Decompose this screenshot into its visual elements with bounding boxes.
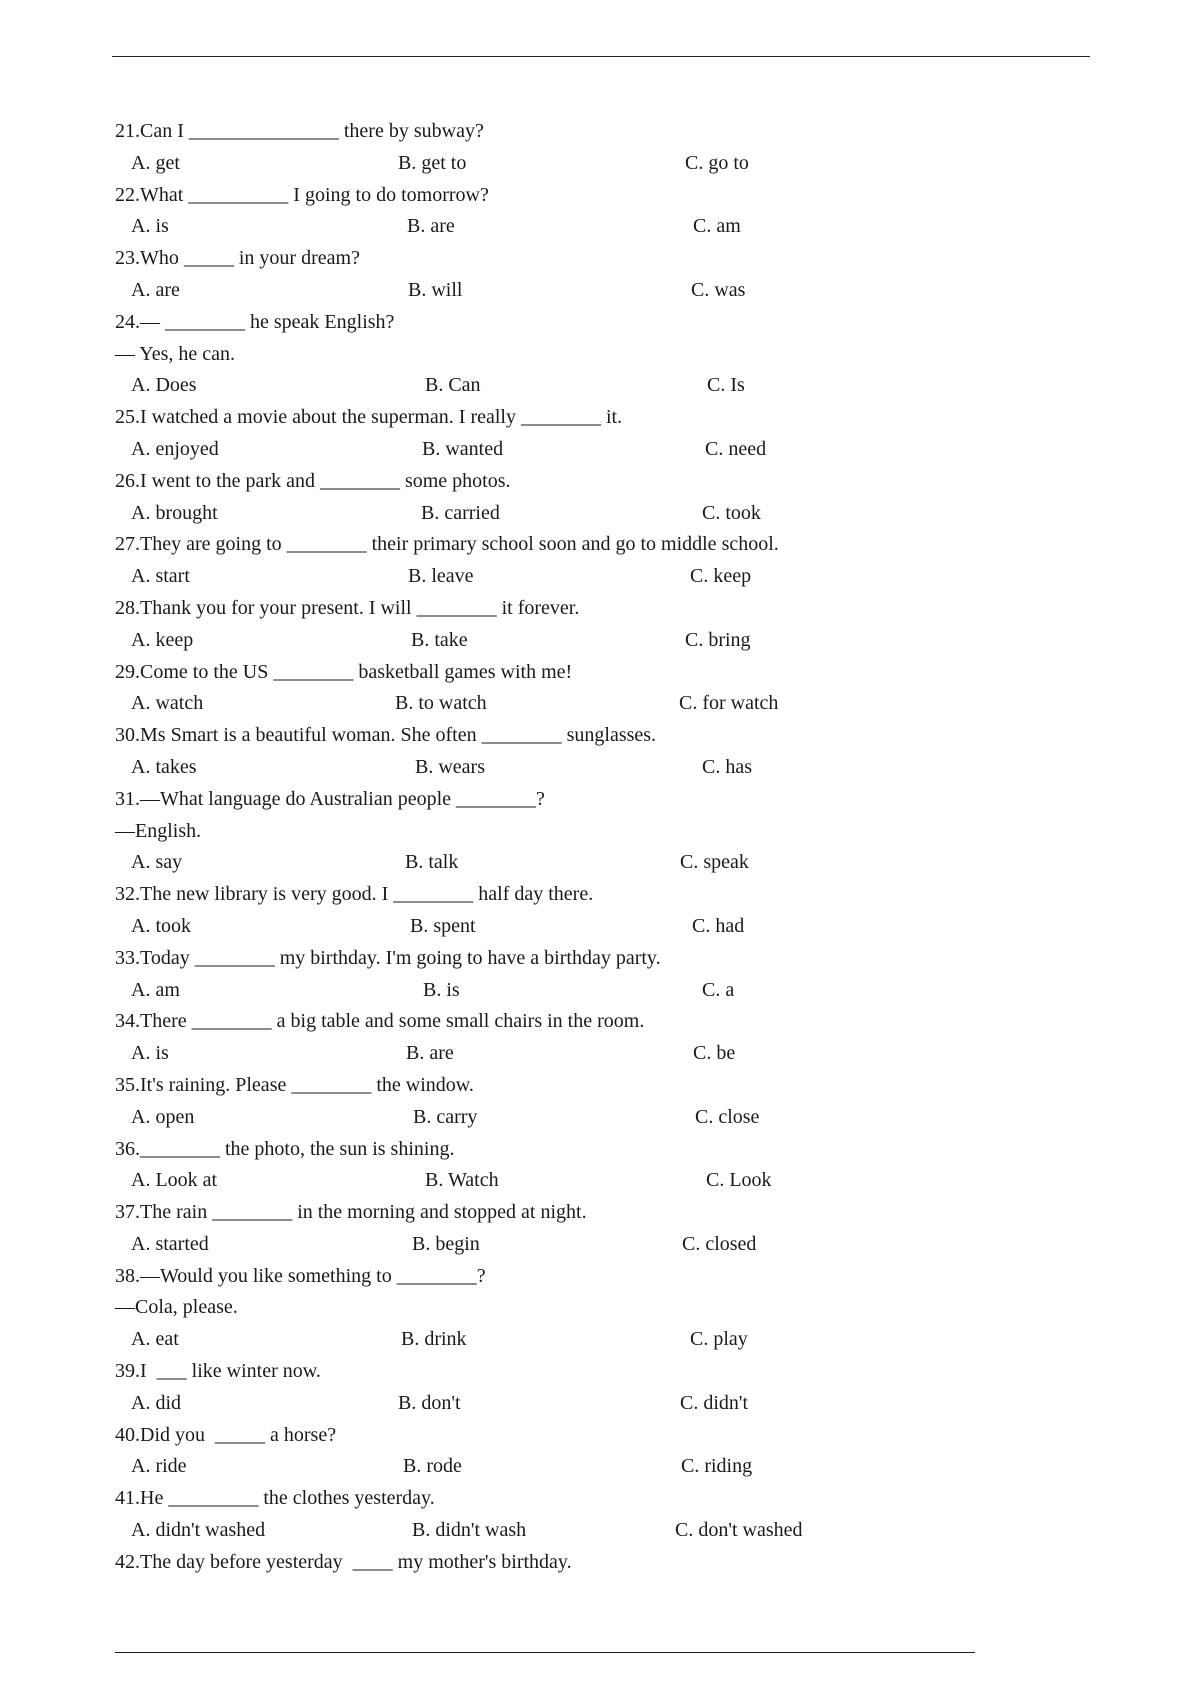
options-26 — [115, 498, 1075, 530]
option-c: C. took — [702, 501, 761, 524]
options-38 — [115, 1324, 1075, 1356]
option-c: C. Look — [706, 1169, 772, 1192]
option-b: B. carry — [413, 1105, 478, 1128]
option-a: A. Does — [131, 374, 197, 397]
option-a: A. start — [131, 565, 190, 588]
options-24 — [115, 370, 1075, 402]
question-28: 28.Thank you for your present. I will ________ it forever. — [115, 596, 580, 619]
option-a: A. is — [131, 215, 169, 238]
option-c: C. closed — [682, 1232, 757, 1255]
options-40 — [115, 1451, 1075, 1483]
option-b: B. leave — [408, 565, 474, 588]
options-30 — [115, 752, 1075, 784]
question-32: 32.The new library is very good. I ________ half day there. — [115, 883, 594, 906]
options-33 — [115, 975, 1075, 1007]
option-a: A. is — [131, 1042, 169, 1065]
option-b: B. drink — [401, 1328, 467, 1351]
question-36: 36.________ the photo, the sun is shining. — [115, 1137, 455, 1160]
option-b: B. spent — [410, 914, 476, 937]
options-31 — [115, 847, 1075, 879]
options-27 — [115, 561, 1075, 593]
option-a: A. say — [131, 851, 183, 874]
options-28 — [115, 625, 1075, 657]
option-c: C. riding — [681, 1455, 753, 1478]
option-a: A. Look at — [131, 1169, 218, 1192]
option-b: B. wanted — [422, 437, 504, 460]
option-c: C. don't washed — [675, 1519, 803, 1542]
question-29: 29.Come to the US ________ basketball games with me! — [115, 660, 573, 683]
answer-line-24: — Yes, he can. — [115, 342, 235, 365]
question-23: 23.Who _____ in your dream? — [115, 247, 360, 270]
options-21 — [115, 148, 1075, 180]
option-a: A. enjoyed — [131, 437, 219, 460]
option-c: C. was — [691, 278, 746, 301]
option-a: A. brought — [131, 501, 218, 524]
options-37 — [115, 1229, 1075, 1261]
option-c: C. for watch — [679, 692, 779, 715]
option-a: A. takes — [131, 755, 197, 778]
option-c: C. Is — [707, 374, 745, 397]
question-list — [115, 116, 1075, 1579]
option-b: B. Watch — [425, 1169, 499, 1192]
option-c: C. didn't — [680, 1391, 749, 1414]
header-rule — [112, 56, 1090, 57]
option-c: C. close — [695, 1105, 760, 1128]
option-b: B. rode — [403, 1455, 462, 1478]
options-41 — [115, 1515, 1075, 1547]
option-b: B. begin — [412, 1232, 480, 1255]
question-25: 25.I watched a movie about the superman. I really ________ it. — [115, 406, 623, 429]
option-c: C. am — [693, 215, 741, 238]
option-c: C. need — [705, 437, 767, 460]
option-a: A. get — [131, 151, 180, 174]
option-a: A. took — [131, 914, 191, 937]
question-41: 41.He _________ the clothes yesterday. — [115, 1487, 435, 1510]
question-21: 21.Can I _______________ there by subway? — [115, 120, 484, 142]
question-42: 42.The day before yesterday ____ my mother's birthday. — [115, 1550, 572, 1573]
question-35: 35.It's raining. Please ________ the window. — [115, 1073, 474, 1096]
options-22 — [115, 211, 1075, 243]
option-b: B. don't — [398, 1391, 461, 1414]
option-a: A. started — [131, 1232, 209, 1255]
options-34 — [115, 1038, 1075, 1070]
option-a: A. ride — [131, 1455, 187, 1478]
question-40: 40.Did you _____ a horse? — [115, 1423, 337, 1446]
option-a: A. am — [131, 978, 180, 1001]
option-a: A. did — [131, 1391, 181, 1414]
answer-line-31: —English. — [115, 819, 202, 842]
option-c: C. speak — [680, 851, 749, 874]
question-34: 34.There ________ a big table and some small chairs in the room. — [115, 1010, 645, 1033]
question-30: 30.Ms Smart is a beautiful woman. She often ________ sunglasses. — [115, 724, 657, 747]
option-c: C. a — [702, 978, 735, 1001]
option-b: B. to watch — [395, 692, 487, 715]
options-23 — [115, 275, 1075, 307]
question-31: 31.—What language do Australian people ________? — [115, 787, 545, 810]
options-39 — [115, 1388, 1075, 1420]
options-32 — [115, 911, 1075, 943]
options-36 — [115, 1165, 1075, 1197]
question-39: 39.I ___ like winter now. — [115, 1360, 321, 1383]
option-b: B. is — [423, 978, 460, 1001]
question-37: 37.The rain ________ in the morning and stopped at night. — [115, 1201, 587, 1224]
option-a: A. keep — [131, 628, 194, 651]
option-a: A. are — [131, 278, 180, 301]
options-25 — [115, 434, 1075, 466]
option-b: B. will — [408, 278, 463, 301]
option-b: B. didn't wash — [412, 1519, 527, 1542]
option-b: B. are — [407, 215, 455, 238]
option-c: C. play — [690, 1328, 748, 1351]
question-22: 22.What __________ I going to do tomorrow? — [115, 183, 489, 206]
option-c: C. go to — [685, 151, 749, 174]
option-c: C. keep — [690, 565, 752, 588]
option-a: A. watch — [131, 692, 204, 715]
option-b: B. are — [406, 1042, 454, 1065]
question-38: 38.—Would you like something to ________? — [115, 1264, 486, 1287]
options-35 — [115, 1102, 1075, 1134]
question-24: 24.— ________ he speak English? — [115, 310, 395, 333]
option-c: C. be — [693, 1042, 736, 1065]
options-29 — [115, 688, 1075, 720]
option-c: C. bring — [685, 628, 751, 651]
question-26: 26.I went to the park and ________ some photos. — [115, 469, 511, 492]
answer-line-38: —Cola, please. — [115, 1296, 238, 1319]
option-b: B. get to — [398, 151, 467, 174]
option-c: C. has — [702, 755, 752, 778]
option-a: A. open — [131, 1105, 195, 1128]
option-b: B. Can — [425, 374, 481, 397]
option-c: C. had — [692, 914, 745, 937]
footer-rule — [115, 1652, 975, 1653]
option-a: A. eat — [131, 1328, 179, 1351]
option-b: B. carried — [421, 501, 500, 524]
option-b: B. wears — [415, 755, 485, 778]
option-b: B. talk — [405, 851, 459, 874]
question-33: 33.Today ________ my birthday. I'm going to have a birthday party. — [115, 946, 661, 969]
option-a: A. didn't washed — [131, 1519, 266, 1542]
option-b: B. take — [411, 628, 468, 651]
question-27: 27.They are going to ________ their primary school soon and go to middle school. — [115, 533, 779, 556]
